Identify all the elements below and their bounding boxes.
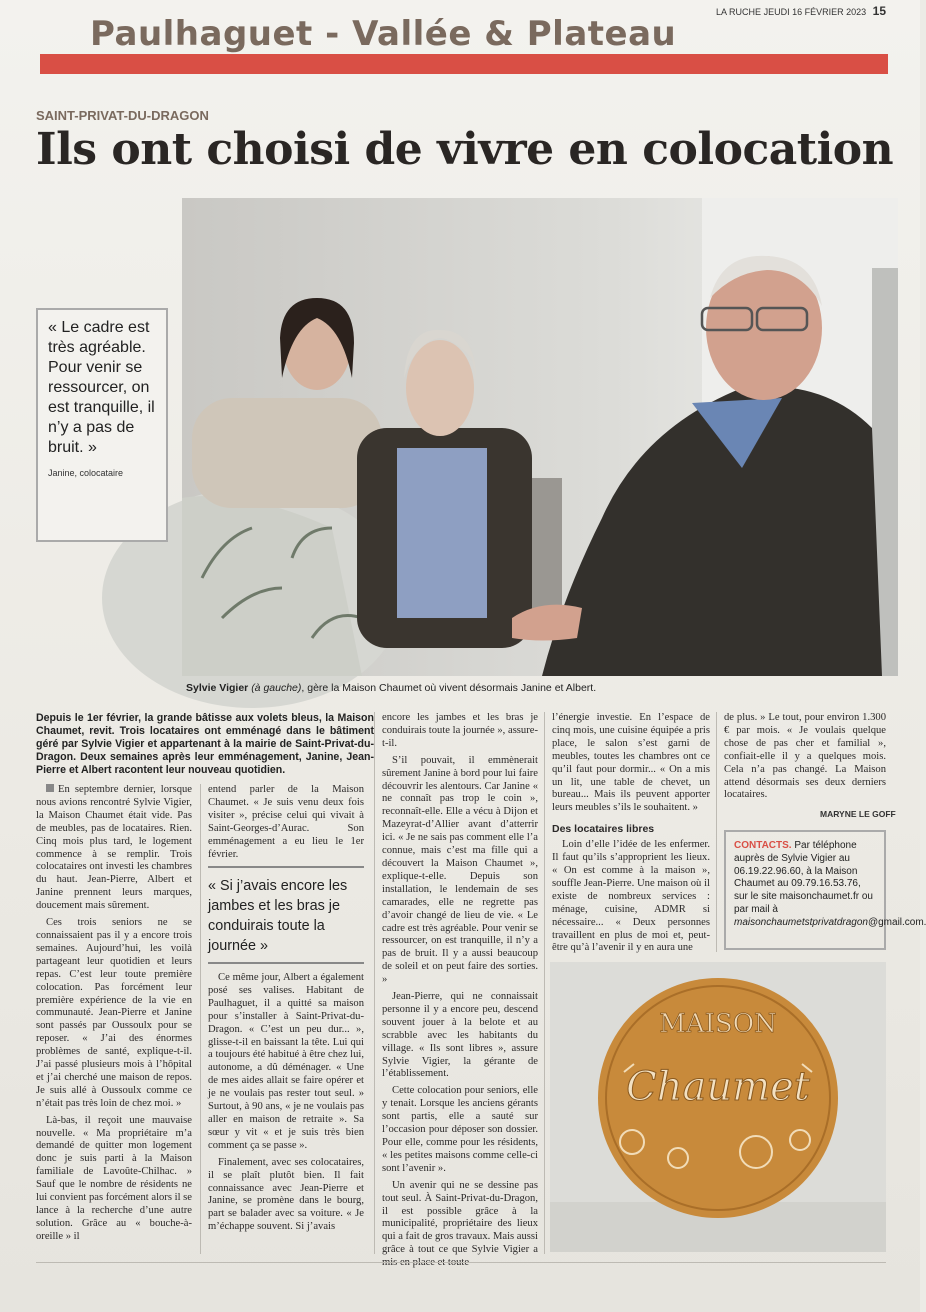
photo-illustration (182, 198, 898, 676)
pull-quote-box (36, 308, 168, 542)
paragraph: Ce même jour, Albert a également posé ses valises. Habitant de Paulhaguet, il a quitté sa maison pour s’installer à Saint-Privat-du-Dragon. « C’est un peu dur... », glisse-t-il en baissant la tête. Lui qui a toujours été habitué à être chez lui, autonome, a dû déménager. « Une de mes aides allait se faire opérer et je ne voulais pas rester tout seul. » Surtout, à 90 ans, « je ne voulais pas aller en maison de retraite ». Sa sœur y vit « et je suis très bien comment ça se passe ». (208, 972, 364, 1151)
article-lead: Depuis le 1er février, la grande bâtisse aux volets bleus, la Maison Chaumet, revit. Trois locataires ont emménagé dans le bâtiment géré par Sylvie Vigier et appartenant à la mairie de Saint-Privat-du-Dragon. Deux semaines après leur emménagement, Janine, Jean-Pierre et Albert racontent leur nouveau quotidien. (36, 712, 374, 776)
contacts-email: maisonchaumetstprivatdragon (734, 916, 868, 928)
paragraph: Un avenir qui ne se dessine pas tout seul. À Saint-Privat-du-Dragon, il est possible grâce à la municipalité, propriétaire des lieux qui a fait de gros travaux. Mais aussi grâce à tout ce que Sylvie Vigier a (382, 1179, 538, 1256)
section-title: Paulhaguet - Vallée & Plateau (90, 14, 677, 54)
paragraph: Jean-Pierre, qui ne connaissait personne il y a encore peu, descend souvent jouer à la belote et au scrabble avec les habitants du village. « Ils sont libres », assure Sylvie Vigier, la gérante de l’établissement. (382, 991, 538, 1080)
paragraph: entend parler de la Maison Chaumet. « Je suis venu deux fois visiter », précise celui qui vivait à Saint-Georges-d’Aurac. Son emménagement a eu lieu le 1er février. (208, 784, 364, 860)
pull-quote-text: « Le cadre est très agréable. Pour venir se ressourcer, on est tranquille, il n’y a pas de bruit. » (48, 319, 155, 456)
text-column-2b (208, 972, 364, 1234)
contacts-domain: @gmail.com. (867, 916, 926, 928)
article-photo (182, 198, 898, 676)
logo-top-text: MAISON (659, 1009, 777, 1039)
contacts-label: CONTACTS. (734, 840, 792, 851)
paragraph-text: En septembre dernier, lorsque nous avions rencontré Sylvie Vigier, la Maison Chaumet était vide. Pas de meubles, pas de locataires. Rien. Cinq mois plus tard, le logement commence à se remplir. Trois colocataires ont investi les chambres du haut. Jean-Pierre, Albert et Janine prennent leurs marques, doucement mais sûrement. (36, 784, 192, 912)
pull-quote-2-text: « Si j’avais encore les jambes et les bras je conduirais toute la journée » (208, 878, 348, 954)
paragraph (36, 784, 192, 913)
logo-illustration (550, 962, 886, 1252)
headline: Ils ont choisi de vivre en colocation (36, 124, 894, 175)
paragraph: de plus. » Le tout, pour environ 1.300 € par mois. « Je voulais quelque chose de pas cher et familial », confiait-elle il y a quelques mois. Cela n’a pas changé. La Maison attend désormais ses deux derniers locataires. (724, 712, 886, 801)
text-column-4 (552, 712, 710, 955)
bottom-rule (36, 1262, 886, 1263)
contacts-box (724, 830, 926, 950)
author-signature: MARYNE LE GOFF (820, 809, 896, 819)
text-column-3 (382, 712, 538, 1270)
paragraph: Ces trois seniors ne se connaissaient pas il y a encore trois semaines. Aujourd’hui, les voilà partageant leur quotidien et leurs repas. C’est leur toute première colocation. Pas forcément leur première expérience de la vie en communauté. Jean-Pierre et Janine sont passés par Oussoulx pour se reposer. « J’ai des énormes problèmes de santé, explique-t-il. J’ai passé plusieurs mois à l’hôpital et j’ai cherché une maison de repos. Je suis allé à Oussoulx comme ce n’était pas très loin de chez moi. » (36, 917, 192, 1109)
caption-note: (à gauche) (251, 682, 302, 694)
pull-quote-2-rule (208, 962, 364, 964)
photo-caption (186, 682, 596, 694)
subheading: Des locataires libres (552, 823, 655, 836)
kicker: SAINT-PRIVAT-DU-DRAGON (36, 108, 209, 123)
paragraph: Loin d’elle l’idée de les enfermer. Il faut qu’ils s’approprient les lieux. « On est comme à la maison », souffle Jean-Pierre. Une maison où il existe de nombreux services : ménage, cuisine, ADMR si nécessaire... « Deux personnes travaillent en plus de moi et, peut-être qu’à l’avenir il y en aura une (552, 839, 710, 954)
column-divider (200, 784, 201, 1254)
text-column-1 (36, 784, 192, 1244)
folio-paper: LA RUCHE (716, 7, 762, 17)
maison-chaumet-logo-photo (550, 962, 886, 1252)
square-icon (46, 784, 54, 792)
contacts-text: Par téléphone auprès de Sylvie Vigier au 06.19.22.96.60, à la Maison Chaumet au 09.79.16.53.76, sur le site maisonchaumet.fr ou par mail à (734, 840, 873, 915)
paragraph: Là-bas, il reçoit une mauvaise nouvelle. « Ma propriétaire m’a demandé de quitter mon logement donc je suis parti à la Maison familiale de Lavoûte-Chilhac. » Sauf que le nombre de résidents ne lui convient pas forcément alors il se lance à la recherche d’une autre solution. Grâce au « bouche-à-oreille » il (36, 1114, 192, 1242)
column-divider (544, 712, 545, 1254)
paragraph: Finalement, avec ses colocataires, il se plaît plutôt bien. Il fait connaissance avec Jean-Pierre et Janine, se promène dans le bourg, part se balader avec sa voiture. « Je m’échappe souvent. Si j’avais (208, 1156, 364, 1233)
column-divider (716, 712, 717, 952)
folio-page: 15 (872, 4, 886, 18)
caption-text: , gère la Maison Chaumet où vivent désormais Janine et Albert. (301, 682, 597, 694)
pull-quote-attribution: Janine, colocataire (48, 468, 124, 478)
column-divider (374, 712, 375, 1254)
caption-name: Sylvie Vigier (186, 682, 249, 694)
paragraph: encore les jambes et les bras je conduirais toute la journée », assure-t-il. (382, 712, 538, 749)
logo-script-text: Chaumet (626, 1064, 810, 1110)
paragraph: S’il pouvait, il emmènerait sûrement Janine à bord pour lui faire découvrir les alentours. Car Janine « ne connaît pas trop le coin », reconnaît-elle. Elle a vécu à Dijon et Mazeyrat-d’Allier avant d’atterrir ici. « Je ne sais pas comment elle l’a connue, mais c’est ma fille qui a découvert la Maison Chaumet », explique-t-elle. Depuis son installation, le lendemain de ses camarades, elle ne regrette pas d’avoir changé de lieu de vie. « Le cadre est très agréable. Pour venir se ressourcer, on est tranquille, il n’y a pas de bruit. Il y a aussi beaucoup de soleil et on peut faire des sorties. » (382, 754, 538, 986)
folio-date: JEUDI 16 FÉVRIER 2023 (763, 7, 867, 17)
text-column-5 (724, 712, 886, 802)
section-bar (40, 54, 888, 74)
text-column-2 (208, 784, 364, 861)
folio (716, 4, 886, 18)
paragraph: l’énergie investie. En l’espace de cinq mois, une cuisine équipée a pris place, le salon s’est garni de meubles, toutes les chambres ont ce qu’il faut pour dormir... « On a mis un lit, une table de chevet, un bureau... Mais ils peuvent apporter leurs meubles s’ils le souhaitent. » (552, 712, 710, 814)
pull-quote-2 (208, 866, 364, 964)
paragraph: Cette colocation pour seniors, elle y tenait. Lorsque les anciens gérants sont partis, elle a sauté sur l’occasion pour déposer son dossier. Pour elle, comme pour les résidents, « les petites maisons comme celle-ci sont l’avenir ». (382, 1085, 538, 1174)
